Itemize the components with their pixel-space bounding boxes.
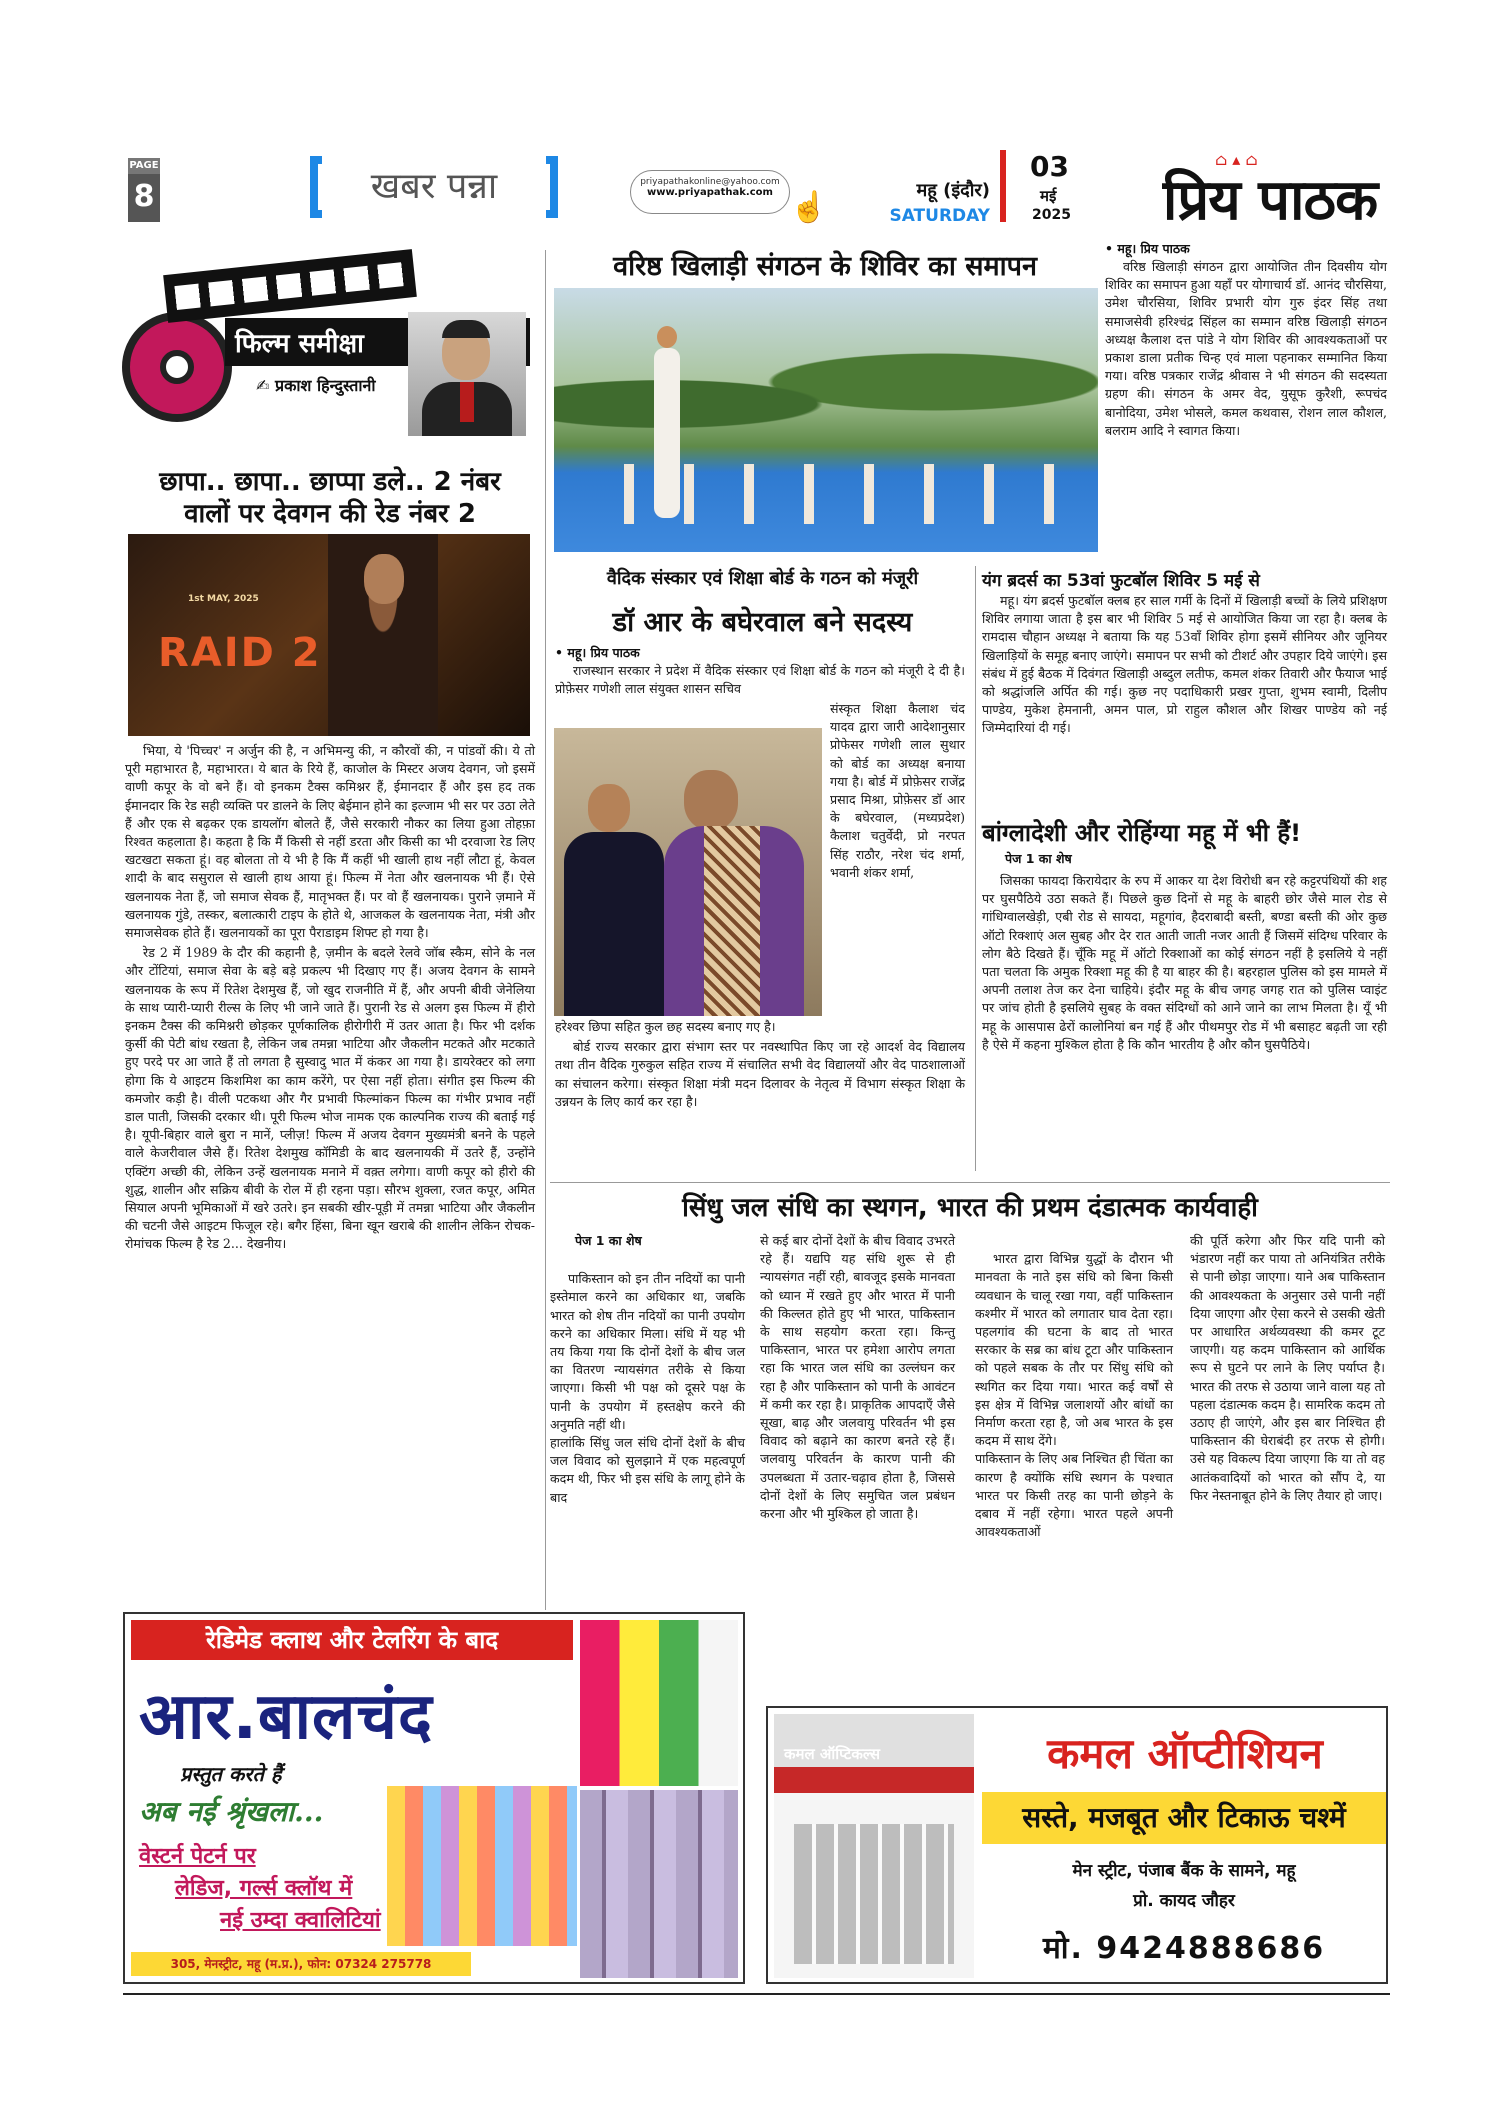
film-review-body [125,742,535,1256]
sindhu-col-2-text: से कई बार दोनों देशों के बीच विवाद उभरते रहे हैं। यद्यपि यह संधि शुरू से ही न्यायसंगत नहीं रही, बावजूद इसके मानवता को ध्यान में रखते हुए और भारत में पानी की किल्लत होते हुए भी भारत, पाकिस्तान के साथ सहयोग करता रहा। किन्तु पाकिस्तान, भारत पर हमेशा आरोप लगता रहा कि भारत जल संधि का उल्लंघन कर रहा है और पाकिस्तान को पानी के आवंटन में कमी कर रहा है। प्राकृतिक आपदाएँ जैसे सूखा, बाढ़ और जलवायु परिवर्तन भी इस विवाद को बढ़ाने का कारण बनते रहे हैं। जलवायु परिवर्तन के कारण पानी की उपलब्धता में उतार-चढ़ाव होता है, जिससे दोनों देशों के लिए समुचित जल प्रबंधन करना और भी मुश्किल हो जाता है। [760,1233,955,1522]
vedic-headline: डॉ आर के बघेरवाल बने सदस्य [612,607,913,638]
ad-balchand [123,1612,745,1984]
balchand-line-4: लेडिज, गर्ल्स क्लॉथ में [175,1876,353,1901]
balchand-address: 305, मेनस्ट्रीट, महू (म.प्र.), फोन: 07324 275778 [131,1952,471,1976]
kamal-tagline: सस्ते, मजबूत और टिकाऊ चश्में [982,1792,1386,1844]
clothes-photo-3 [580,1790,738,1978]
vedic-after: हरेश्वर छिपा सहित कुल छह सदस्य बनाए गए है। [555,1019,776,1034]
vedic-intro [555,662,965,700]
section-title: खबर पन्ना [370,166,498,207]
website: www.priyapathak.com [647,187,773,198]
sindhu-col-3-text: भारत द्वारा विभिन्न युद्धों के दौरान भी मानवता के नाते इस संधि को बिना किसी व्यवधान के चालू रखा गया, वहीं पाकिस्तान कश्मीर में भारत को लगातार घाव देता रहा। पहलगांव की घटना के बाद तो भारत सरकार के सब्र का बांध टूटा और पाकिस्तान को पहले सबक के तौर पर सिंधु संधि को स्थगित कर दिया गया। भारत कई वर्षों से इस क्षेत्र में विभिन्न जलाशयों और बांधों का निर्माण करता रहा है, जो अब भारत के इस कदम में साथ देंगे। पाकिस्तान के लिए अब निश्चित ही चिंता का कारण है क्योंकि संधि स्थगन के पश्चात भारत पर किसी तरह का पानी छोड़ने के दबाव में नहीं रहेगा। भारत पहले अपनी आवश्यकताओं [975,1251,1173,1540]
page-number: 8 [133,179,155,214]
football-para: महू। यंग ब्रदर्स फुटबॉल क्लब हर साल गर्मी के दिनों में खिलाड़ी बच्चों के लिये प्रशिक्षण शिविर लगाया जाता है इस बार भी शिविर 5 मई से आयोजित किया जा रहा है। क्लब के रामदास चौहान अध्यक्ष ने बताया कि यह 53वाँ शिविर होगा इसमें सीनियर और जूनियर खिलाड़ियों के समूह बनाए जाएंगे। समापन पर सभी को टीशर्ट और उपहार दिये जाएंगे। इस संबंध में हुई बैठक में दिवंगत खिलाड़ी अब्दुल लतीफ, कमल शंकर तिवारी और फैयाज भाई को श्रद्धांजलि अर्पित की गई। कुछ नए पदाधिकारी प्रखर गुप्ता, शुभम स्वामी, दिलीप पाण्डेय, मुकेश हेमनानी, अमन पाल, प्रो राहुल कौशल और शिखर पाण्डेय को नई जिम्मेदारियां दी गई। [982,593,1387,736]
clothes-photo-2 [387,1786,577,1946]
sindhu-top-rule [550,1182,1390,1183]
vedic-photo [554,728,822,1016]
date-day: 03 [1030,150,1069,183]
city-dateline: महू (इंदौर) [916,180,990,201]
email: priyapathakonline@yahoo.com [640,177,780,187]
film-headline-2: वालों पर देवगन की रेड नंबर 2 [184,499,476,529]
filmstrip-icon [163,249,417,323]
sindhu-col-4-text: की पूर्ति करेगा और फिर यदि पानी को भंडारण नहीं कर पाया तो अनियंत्रित तरीके से पानी छोड़ा जाएगा। याने अब पाकिस्तान की आवश्यकता के अनुसार उसे पानी नहीं दिया जाएगा और ऐसा करने से उसकी खेती पर आधारित अर्थव्यवस्था की कमर टूट जाएगी। यह कदम पाकिस्तान को आर्थिक रूप से घुटने पर लाने के लिए पर्याप्त है। भारत की तरफ से उठाया जाने वाला यह तो पहला दंडात्मक कदम है। सामरिक कदम तो उठाए ही जाएंगे, और इस बार निश्चित ही पाकिस्तान की घेराबंदी हर तरफ से होगी। उसे यह विकल्प दिया जाएगा कि या तो वह आतंकवादियों को भारत को सौंप दे, या फिर नेस्तनाबूत होने के लिए तैयार हो जाए। [1190,1233,1385,1503]
yoga-para: वरिष्ठ खिलाड़ी संगठन द्वारा आयोजित तीन दिवसीय योग शिविर का समापन हुआ यहाँ पर योगाचार्य डॉ. आनंद चौरसिया, उमेश चौरसिया, शिविर प्रभारी योग गुरु इंदर सिंह तथा समाजसेवी हरिश्चंद्र सिंहल का सम्मान वरिष्ठ खिलाड़ी संगठन अध्यक्ष कैलाश दत्त पांडे ने योग शिविर की आवश्यकताओं पर प्रकाश डाला प्रतीक चिन्ह एवं माला पहनाकर सम्मानित किया गया। वरिष्ठ पत्रकार राजेंद्र श्रीवास ने भी संगठन की सदस्यता ग्रहण की। संगठन के अमर वेद, युसूफ कुरैशी, रूपचंद बानोदिया, उमेश भोसले, कमल कथवास, रोशन लाल कौशल, बलराम आदि ने स्वागत किया। [1105,259,1387,438]
kamal-phone: मो. 9424888686 [1042,1931,1326,1966]
right-bracket [546,156,558,218]
left-bracket [310,156,322,218]
yoga-photo [554,288,1098,552]
weekday: SATURDAY [889,206,990,226]
sindhu-col-1 [550,1252,745,1527]
balchand-line-1: प्रस्तुत करते हैं [180,1762,282,1786]
author-photo [408,312,526,436]
yoga-headline: वरिष्ठ खिलाड़ी संगठन के शिविर का समापन [613,251,1037,282]
page-number-box [128,158,160,222]
page-bottom-rule [123,1993,1390,1995]
vedic-para-2: बोर्ड राज्य सरकार द्वारा संभाग स्तर पर नवस्थापित किए जा रहे आदर्श वेद विद्यालय तथा तीन वैदिक गुरुकुल सहित राज्य में संचालित सभी वेद विद्यालयों और वेद पाठशालाओं का संचालन करेगा। संस्कृत शिक्षा मंत्री मदन दिलावर के नेतृत्व में विभाग संस्कृत शिक्षा के उन्नयन के लिए कार्य कर रहा है। [555,1039,965,1109]
poster-date: 1st MAY, 2025 [188,594,259,604]
bangla-headline: बांग्लादेशी और रोहिंग्या महू में भी हैं! [982,819,1302,847]
vedic-rest [555,1018,965,1113]
bangla-para: जिसका फायदा किरायेदार के रुप में आकर या देश विरोधी बन रहे कट्टरपंथियों की शह पर घुसपैठिये उठा सकते हैं। पिछले कुछ दिनों से महू के बाहरी छोर जैसे माल रोड से गांधिग्वालखेड़ी, एबी रोड से सायदा, महूगांव, हैदराबादी बस्ती, बण्डा बस्ती की ओर कुछ ऑटो रिक्शाएं अल सुबह और देर रात आती जाती नजर आती हैं जिसमें संदिग्ध परिवार के लोग बैठे दिखते हैं। चूँकि महू में ऑटो रिक्शाओं का कोई संगठन नहीं है इसलिये ये नहीं पता चलता कि अमुक रिक्शा महू की है या बाहर की है। बहरहाल पुलिस को इस मामले में अपनी तलाश तेज कर देना चाहिये। इंदौर महू के बीच जगह जगह रात को पुलिस प्वाइंट पर जांच होती है इसलिये सुबह के वक्त संदिग्धों को आने जाने का लाभ मिलता है। यूँ भी महू के आसपास ढेरों कालोनियां बन गई हैं और पीथमपुर रोड में भी बसाहट बढ़ती जा रही है ऐसे में कहना मुश्किल होता है कि कौन भारतीय है और कौन घुसपैठिये। [982,873,1387,1052]
raid2-poster [128,534,530,736]
bangla-tag: पेज 1 का शेष [1005,851,1072,866]
sindhu-col-4 [1190,1232,1385,1507]
vedic-dateline: • महू। प्रिय पाठक [555,645,640,660]
date-year: 2025 [1032,207,1071,223]
balchand-line-2: अब नई श्रृंखला... [139,1795,324,1828]
sindhu-tag: पेज 1 का शेष [575,1233,642,1248]
clothes-photo-1 [580,1620,738,1786]
optician-shop-photo [774,1714,974,1978]
bangla-body [982,872,1387,1056]
vedic-side-para: संस्कृत शिक्षा कैलाश चंद यादव द्वारा जारी आदेशानुसार प्रोफेसर गणेशी लाल सुथार को बोर्ड का अध्यक्ष बनाया गया है। बोर्ड में प्रोफ़ेसर राजेंद्र प्रसाद मिश्रा, प्रोफ़ेसर डॉ आर के बघेरवाल, (मध्यप्रदेश) कैलाश चतुर्वेदी, प्रो नरपत सिंह राठौर, नरेश चंद शर्मा, भवानी शंकर शर्मा, [830,701,965,880]
vedic-side [830,700,965,884]
kamal-brand: कमल ऑप्टीशियन [1047,1729,1323,1778]
page-word: PAGE [128,158,160,174]
section-box [310,156,558,218]
yoga-body [1105,258,1387,442]
film-para-2: रेड 2 में 1989 के दौर की कहानी है, ज़मीन के बदले रेलवे जॉब स्कैम, सोने के नल और टोंटियां, समाज सेवा के बड़े बड़े प्रकल्प भी दिखाए गए हैं। अजय देवगन के सामने खलनायक के रूप में रितेश देशमुख हैं, जो खुद राजनीति में हैं, और अपनी बीवी जेनेलिया के साथ प्यारी-प्यारी रील्स के लिए भी जाने जाते हैं। पुरानी रेड से अलग इस फिल्म में हीरो इनकम टैक्स की कमिश्नरी छोड़कर पूर्णकालिक हीरोगीरी में उतर आता है। फिर भी दर्शक कुर्सी की पेटी बांध रखता है, लेकिन जब तमन्ना भाटिया और जैकलीन मटकते और मटकाते हुए परदे पर आ जाते हैं तो लगता है सुस्वादु भात में कंकर आ गया है। डायरेक्टर को लगा होगा कि ये आइटम किशमिश का काम करेंगे, पर ऐसा नहीं होता। संगीत इस फिल्म की कमजोर कड़ी है। वीली पटकथा और गैर प्रभावी फिल्मांकन फिल्म का गंभीर प्रभाव नहीं डाल पाती, जिसकी दरकार थी। पूरी फिल्म भोज नामक एक काल्पनिक राज्य की बताई गई है। यूपी-बिहार वाले बुरा न मानें, प्लीज़! फिल्म में अजय देवगन मुख्यमंत्री बनने के पहले वाले केजरीवाल जैसे हैं। रितेश देशमुख कॉमिडी के बाद खलनायकी में उतरे हैं, उन्होंने एक्टिंग अच्छी की, लेकिन उन्हें खलनायक मनाने में वक़्त लगेगा। वाणी कपूर को हीरो की शुद्ध, शालीन और सक्रिय बीवी के रोल में ही रहना पड़ा। सौरभ शुक्ला, रजत कपूर, अमित सियाल अपनी भूमिकाओं में खरे उतरे। इन सबकी खीर-पूड़ी में तमन्ना भाटिया और जैकलीन की चटनी जैसे आइटम फिजूल रहे। बगैर हिंसा, बिना खून खराबे की शालीन लेकिन रोचक-रोमांचक फिल्म है रेड 2... देखनीय। [125,945,535,1252]
balchand-banner: रेडिमेड क्लाथ और टेलरिंग के बाद [131,1620,573,1660]
sindhu-col-1-text: पाकिस्तान को इन तीन नदियों का पानी इस्तेमाल करने का अधिकार था, जबकि भारत को शेष तीन नदियों का पानी उपयोग करने का अधिकार मिला। संधि में यह भी तय किया गया कि दोनों देशों के बीच जल का वितरण न्यायसंगत तरीके से किया जाएगा। किसी भी पक्ष को दूसरे पक्ष के पानी के उपयोग में हस्तक्षेप करने की अनुमति नहीं थी। हालांकि सिंधु जल संधि दोनों देशों के बीच जल विवाद को सुलझाने में एक महत्वपूर्ण कदम थी, फिर भी इस संधि के लागू होने के बाद [550,1271,745,1505]
film-banner-title: फिल्म समीक्षा [235,329,364,359]
col-divider-2 [975,566,976,1171]
contact-box [630,170,790,214]
sindhu-headline: सिंधु जल संधि का स्थगन, भारत की प्रथम दंडात्मक कार्यवाही [682,1193,1258,1223]
kamal-prop: प्रो. कायद जौहर [1133,1891,1235,1911]
vedic-kicker: वैदिक संस्कार एवं शिक्षा बोर्ड के गठन को मंजूरी [606,568,919,589]
shop-sign: कमल ऑप्टिकल्स [784,1745,880,1763]
film-headline-1: छापा.. छापा.. छाप्पा डले.. 2 नंबर [159,467,501,497]
football-headline: यंग ब्रदर्स का 53वां फुटबॉल शिविर 5 मई से [982,571,1260,591]
skyline-icon: ⌂ ▴ ⌂ [1215,150,1258,169]
balchand-line-5: नई उम्दा क्वालिटियां [220,1908,381,1933]
film-author: ✍ प्रकाश हिन्दुस्तानी [256,376,376,395]
poster-title: RAID 2 [158,630,322,676]
sindhu-col-3 [975,1232,1173,1562]
film-para-1: भिया, ये 'पिच्चर' न अर्जुन की है, न अभिमन्यु की, न कौरवों की, न पांडवों की। ये तो पूरी महाभारत है, महाभारत। ये बात के रिये हैं, काजोल के मिस्टर अजय देवगन, जो इसमें वाणी कपूर के वो बने हैं। वो इनकम टैक्स कमिश्नर हैं, ईमानदार हैं और इस हद तक ईमानदार कि रेड सही व्यक्ति पर डालने के लिए बेईमान होने का इल्जाम भी सर पर उठा लेते हैं और एक से बढ़कर एक डायलॉग बोलते हैं, जैसे सरकारी नौकर का लिया हुआ तोहफ़ा रिश्वत कहलाता है। कहता है कि मैं किसी से नहीं डरता और किसी का भी दरवाजा रेड लिए खटखटा सकता हूं। वह बोलता तो ये भी है कि मैं कहीं भी खाली हाथ नहीं लौटा हूं, केवल शादी के बाद ससुराल से खाली हाथ आया हूं। फिल्म में नेता और खलनायक भी हैं। ऐसे खलनायक नेता हैं, जो समाज सेवक हैं, मातृभक्त हैं। पर वो हैं खलनायक। पुराने ज़माने में खलनायक गुंडे, तस्कर, बलात्कारी टाइप के होते थे, आजकल के खलनायक नेता, मंत्री और समाजसेवक होते हैं। खलनायकों का पूरा पैराडाइम शिफ्ट हो गया है। [125,743,535,941]
date-month: मई [1040,187,1057,205]
ad-kamal [766,1706,1388,1984]
date-divider [1000,150,1006,222]
balchand-line-3: वेस्टर्न पेटर्न पर [139,1844,256,1869]
balchand-brand: आर.बालचंद [139,1680,434,1754]
paper-logo: प्रिय पाठक [1162,167,1378,233]
col-divider-1 [545,250,546,1610]
film-reel-icon [122,312,232,422]
yoga-dateline: • महू। प्रिय पाठक [1105,241,1190,256]
pointer-hand-icon: ☝ [790,190,828,225]
kamal-address: मेन स्ट्रीट, पंजाब बैंक के सामने, महू [1072,1861,1296,1881]
sindhu-col-2 [760,1232,955,1525]
football-body [982,592,1387,740]
vedic-intro-para: राजस्थान सरकार ने प्रदेश में वैदिक संस्कार एवं शिक्षा बोर्ड के गठन को मंजूरी दे दी है। प्रोफ़ेसर गणेशी लाल संयुक्त शासन सचिव [555,663,965,697]
